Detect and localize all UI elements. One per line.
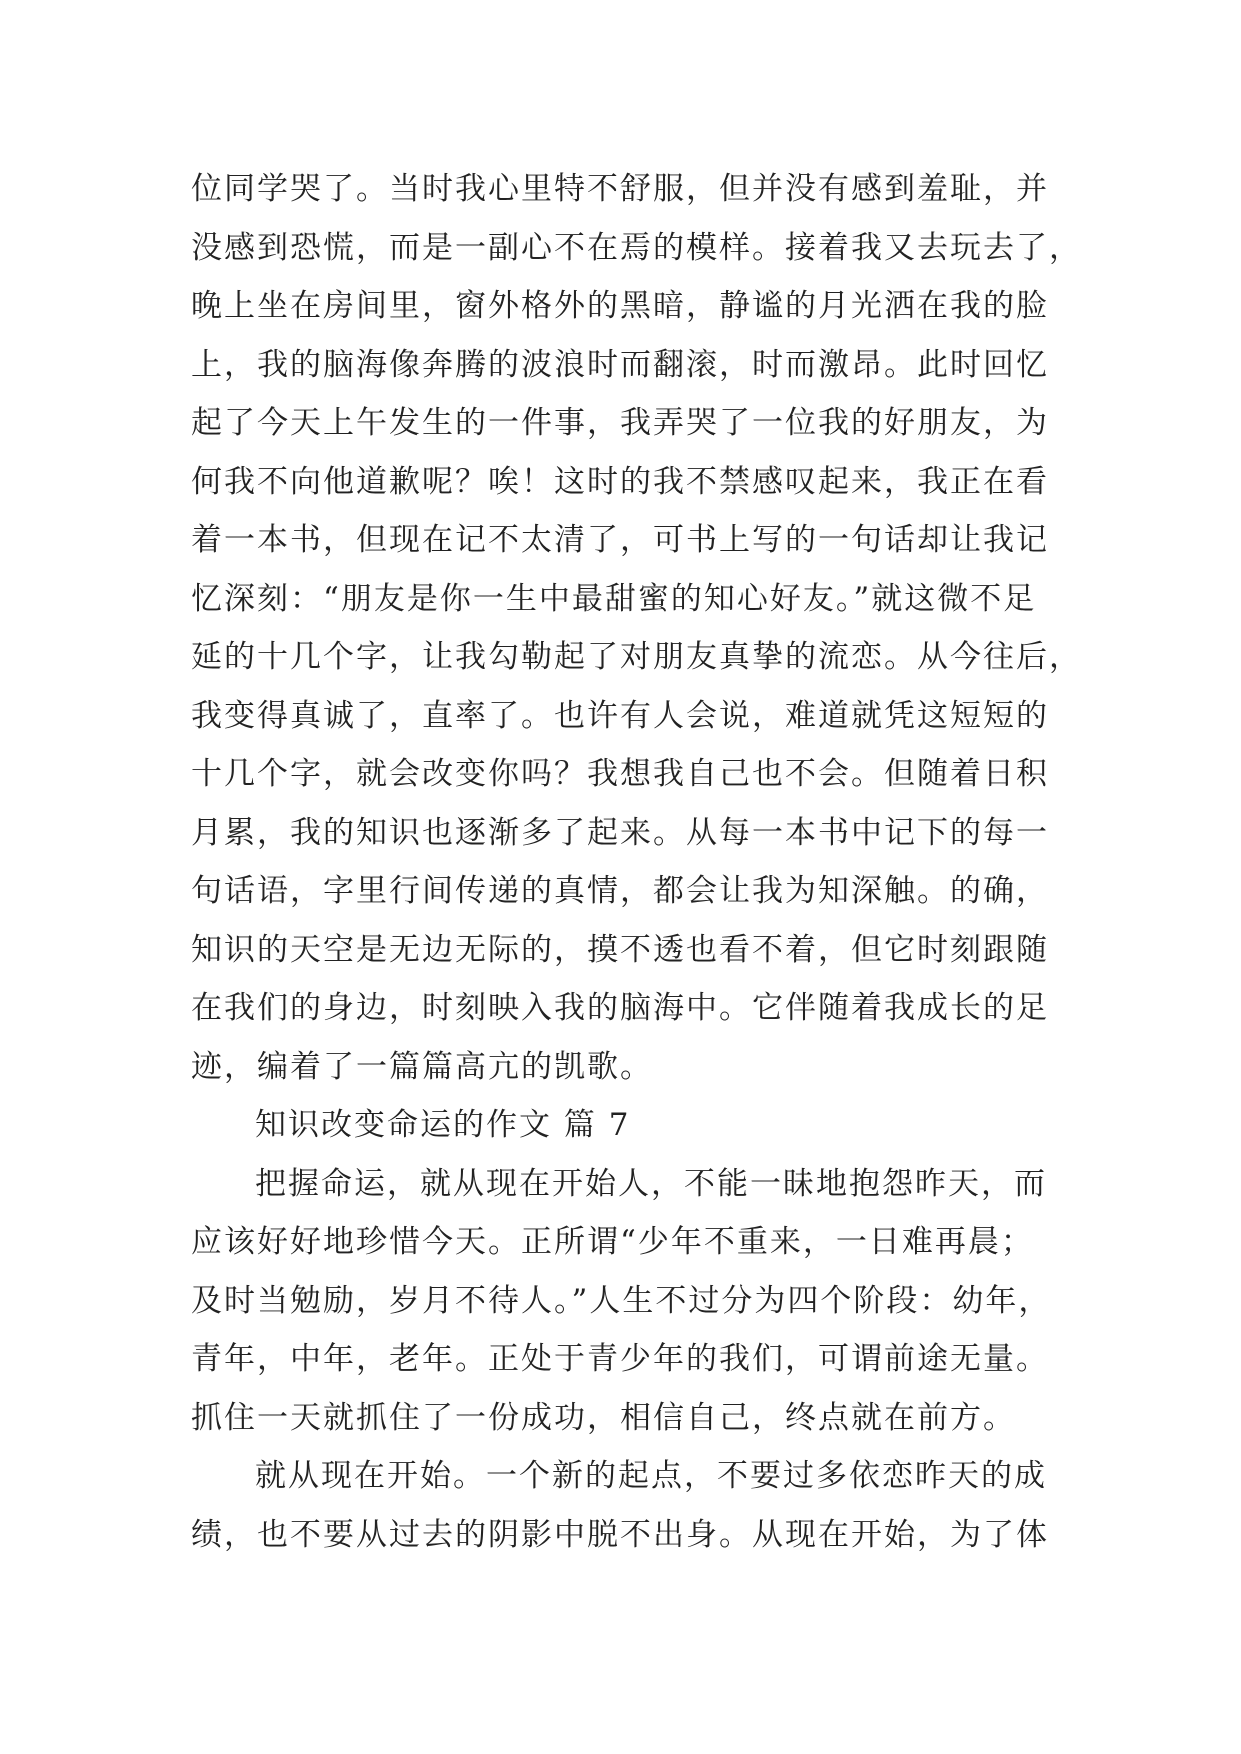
text-line: 青年，中年，老年。正处于青少年的我们，可谓前途无量。 [191,1341,1049,1377]
text-line: 在我们的身边，时刻映入我的脑海中。它伴随着我成长的足 [191,990,1049,1026]
text-line: 把握命运，就从现在开始人，不能一昧地抱怨昨天，而 [255,1165,1047,1202]
text-line: 句话语，字里行间传递的真情，都会让我为知深触。的确， [191,873,1049,909]
body-text [191,160,1082,1564]
text-line: 没感到恐慌，而是一副心不在焉的模样。接着我又去玩去了， [191,229,1082,266]
text-line: 月累，我的知识也逐渐多了起来。从每一本书中记下的每一 [191,814,1049,851]
text-line: 我变得真诚了，直率了。也许有人会说，难道就凭这短短的 [191,697,1049,734]
text-line: 起了今天上午发生的一件事，我弄哭了一位我的好朋友，为 [191,405,1049,441]
text-line: 应该好好地珍惜今天。正所谓“少年不重来，一日难再晨； [191,1224,1034,1260]
text-line: 上，我的脑海像奔腾的波浪时而翻滚，时而激昂。此时回忆 [191,346,1049,383]
text-line: 就从现在开始。一个新的起点，不要过多依恋昨天的成 [255,1458,1047,1494]
text-line: 十几个字，就会改变你吗？我想我自己也不会。但随着日积 [191,756,1049,792]
text-line: 绩，也不要从过去的阴影中脱不出身。从现在开始，为了体 [191,1516,1049,1553]
section-heading: 知识改变命运的作文 篇 7 [255,1107,631,1143]
text-line: 抓住一天就抓住了一份成功，相信自己，终点就在前方。 [191,1399,1016,1436]
text-line: 位同学哭了。当时我心里特不舒服，但并没有感到羞耻，并 [191,171,1049,207]
text-line: 延的十几个字，让我勾勒起了对朋友真挚的流恋。从今往后， [191,639,1082,675]
text-line: 着一本书，但现在记不太清了，可书上写的一句话却让我记 [191,522,1049,558]
text-line: 及时当勉励，岁月不待人。”人生不过分为四个阶段：幼年， [191,1282,1052,1319]
text-line: 何我不向他道歉呢？唉！这时的我不禁感叹起来，我正在看 [191,463,1049,500]
text-line: 迹，编着了一篇篇高亢的凯歌。 [191,1048,653,1085]
text-line: 忆深刻：“朋友是你一生中最甜蜜的知心好友。”就这微不足 [191,580,1037,617]
text-line: 知识的天空是无边无际的，摸不透也看不着，但它时刻跟随 [191,931,1049,968]
text-line: 晚上坐在房间里，窗外格外的黑暗，静谧的月光洒在我的脸 [191,288,1049,324]
